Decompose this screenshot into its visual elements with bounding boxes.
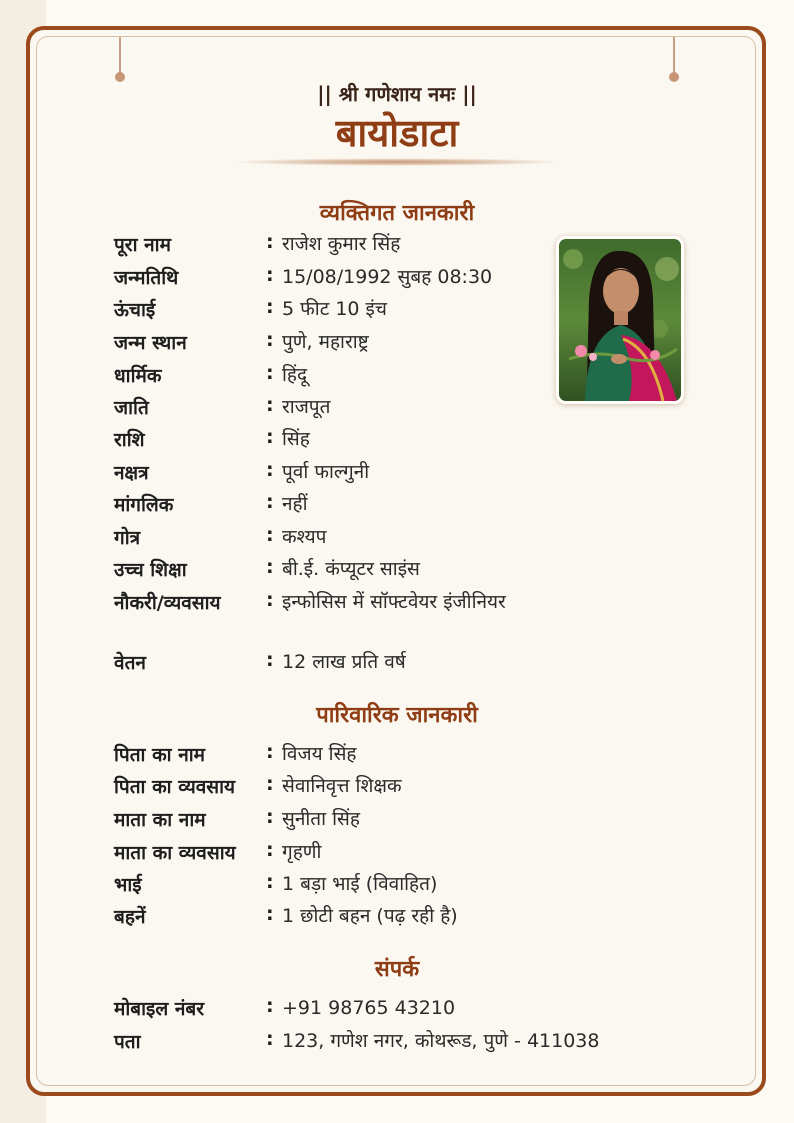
row-separator: : xyxy=(266,556,274,578)
row-label: धार्मिक xyxy=(114,365,162,387)
row-value: +91 98765 43210 xyxy=(282,997,456,1019)
row-value: पूर्वा फाल्गुनी xyxy=(282,461,370,483)
title-underline-divider xyxy=(230,158,564,166)
personal-row-gotra xyxy=(114,524,674,556)
family-info-heading: पारिवारिक जानकारी xyxy=(316,703,478,728)
row-separator: : xyxy=(266,394,274,416)
row-label: उच्च शिक्षा xyxy=(114,559,187,581)
row-label: मांगलिक xyxy=(114,494,174,516)
row-value: राजपूत xyxy=(282,396,331,418)
row-label: नौकरी/व्यवसाय xyxy=(114,592,221,614)
row-label: जाति xyxy=(114,397,149,419)
family-row-mother-name xyxy=(114,806,674,838)
row-value: 1 छोटी बहन (पढ़ रही है) xyxy=(282,905,458,927)
row-label: पूरा नाम xyxy=(114,234,171,256)
hanging-ornament-right xyxy=(673,37,675,73)
row-value: राजेश कुमार सिंह xyxy=(282,233,401,255)
row-label: मोबाइल नंबर xyxy=(114,998,205,1020)
personal-row-birth-place xyxy=(114,329,674,361)
row-separator: : xyxy=(266,231,274,253)
personal-row-birth-date xyxy=(114,264,674,296)
contact-row-address xyxy=(114,1028,674,1060)
row-separator: : xyxy=(266,903,274,925)
row-label: राशि xyxy=(114,429,145,451)
row-separator: : xyxy=(266,995,274,1017)
row-label: माता का नाम xyxy=(114,809,206,831)
personal-row-caste xyxy=(114,394,674,426)
row-value: सुनीता सिंह xyxy=(282,808,360,830)
family-row-brothers xyxy=(114,871,674,903)
family-row-father-occupation xyxy=(114,773,674,805)
contact-row-mobile xyxy=(114,995,674,1027)
row-label: पिता का नाम xyxy=(114,744,206,766)
row-value: बी.ई. कंप्यूटर साइंस xyxy=(282,558,420,580)
row-label: पिता का व्यवसाय xyxy=(114,776,236,798)
row-value: सेवानिवृत्त शिक्षक xyxy=(282,775,402,797)
personal-row-nakshatra xyxy=(114,459,674,491)
row-value: 15/08/1992 सुबह 08:30 xyxy=(282,266,493,288)
family-row-sisters xyxy=(114,903,674,935)
row-value: हिंदू xyxy=(282,364,308,386)
family-row-mother-occupation xyxy=(114,839,674,871)
row-label: वेतन xyxy=(114,652,146,674)
hanging-ornament-left xyxy=(119,37,121,73)
row-separator: : xyxy=(266,426,274,448)
row-label: भाई xyxy=(114,874,142,896)
row-separator: : xyxy=(266,491,274,513)
personal-info-heading: व्यक्तिगत जानकारी xyxy=(319,201,475,226)
personal-row-occupation xyxy=(114,589,674,649)
row-separator: : xyxy=(266,589,274,611)
row-value: कश्यप xyxy=(282,526,327,548)
row-value: पुणे, महाराष्ट्र xyxy=(282,331,369,353)
row-label: गोत्र xyxy=(114,527,141,549)
personal-row-zodiac xyxy=(114,426,674,458)
row-value: इन्फोसिस में सॉफ्टवेयर इंजीनियर xyxy=(282,591,506,613)
row-separator: : xyxy=(266,871,274,893)
ganesh-mantra: || श्री गणेशाय नमः || xyxy=(317,82,477,106)
row-label: ऊंचाई xyxy=(114,299,156,321)
row-value: 12 लाख प्रति वर्ष xyxy=(282,651,406,673)
family-row-father-name xyxy=(114,741,674,773)
row-value: नहीं xyxy=(282,493,308,515)
row-value: गृहणी xyxy=(282,841,322,863)
row-separator: : xyxy=(266,773,274,795)
personal-row-salary xyxy=(114,649,674,681)
row-separator: : xyxy=(266,1028,274,1050)
row-label: माता का व्यवसाय xyxy=(114,842,236,864)
row-value: 123, गणेश नगर, कोथरूड, पुणे - 411038 xyxy=(282,1030,600,1052)
row-value: विजय सिंह xyxy=(282,743,357,765)
row-label: पता xyxy=(114,1031,141,1053)
personal-row-full-name xyxy=(114,231,674,263)
row-label: बहनें xyxy=(114,906,146,928)
row-label: जन्मतिथि xyxy=(114,267,179,289)
row-separator: : xyxy=(266,296,274,318)
row-separator: : xyxy=(266,459,274,481)
row-label: जन्म स्थान xyxy=(114,332,187,354)
row-separator: : xyxy=(266,524,274,546)
personal-row-height xyxy=(114,296,674,328)
row-value: 1 बड़ा भाई (विवाहित) xyxy=(282,873,438,895)
page-title: बायोडाटा xyxy=(335,111,459,155)
row-separator: : xyxy=(266,806,274,828)
row-value: 5 फीट 10 इंच xyxy=(282,298,387,320)
personal-row-education xyxy=(114,556,674,588)
contact-heading: संपर्क xyxy=(374,957,420,982)
row-separator: : xyxy=(266,839,274,861)
row-separator: : xyxy=(266,741,274,763)
row-separator: : xyxy=(266,264,274,286)
row-separator: : xyxy=(266,649,274,671)
personal-row-manglik xyxy=(114,491,674,523)
row-label: नक्षत्र xyxy=(114,462,149,484)
row-separator: : xyxy=(266,329,274,351)
row-separator: : xyxy=(266,362,274,384)
row-value: सिंह xyxy=(282,428,310,450)
personal-row-religion xyxy=(114,362,674,394)
